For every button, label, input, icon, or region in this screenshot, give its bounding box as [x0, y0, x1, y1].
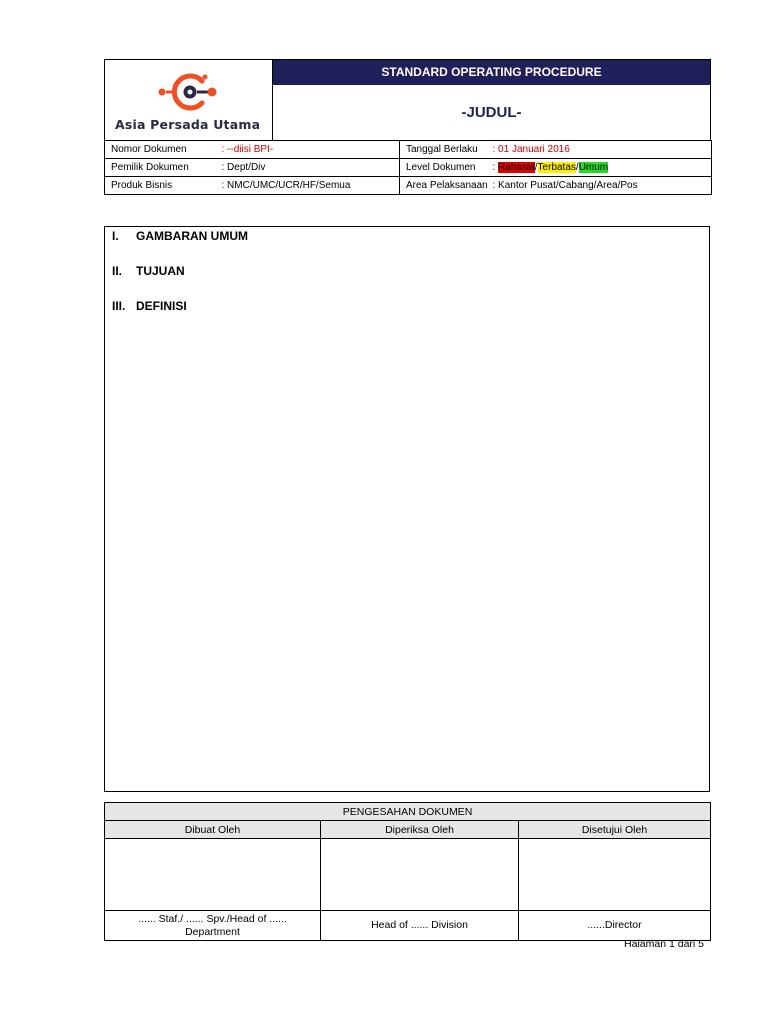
- level-separator: /: [534, 162, 538, 173]
- section-definisi: [112, 299, 187, 313]
- company-logo-icon: [105, 60, 273, 120]
- label-level-dokumen: Level Dokumen: [400, 159, 493, 177]
- section-gambaran-umum: [112, 229, 248, 243]
- level-prefix: :: [492, 162, 499, 173]
- column-disetujui-oleh: Disetujui Oleh: [519, 821, 711, 839]
- label-nomor-dokumen: Nomor Dokumen: [105, 141, 222, 159]
- approval-title: PENGESAHAN DOKUMEN: [105, 803, 711, 821]
- label-produk-bisnis: Produk Bisnis: [105, 177, 222, 195]
- value-tanggal-berlaku: : 01 Januari 2016: [493, 141, 712, 159]
- signature-box-dibuat: [105, 839, 321, 911]
- label-tanggal-berlaku: Tanggal Berlaku: [400, 141, 493, 159]
- page-number: Halaman 1 dari 5: [624, 938, 704, 950]
- sop-title-bar: STANDARD OPERATING PROCEDURE: [273, 60, 710, 85]
- value-area-pelaksanaan: : Kantor Pusat/Cabang/Area/Pos: [493, 177, 712, 195]
- document-header: [104, 59, 711, 141]
- document-body: [104, 226, 710, 792]
- role-diperiksa: Head of ...... Division: [321, 911, 519, 941]
- signature-box-disetujui: [519, 839, 711, 911]
- role-dibuat-line1: ...... Staf./ ...... Spv./Head of ......: [138, 912, 287, 925]
- level-umum-badge: Umum: [578, 162, 609, 173]
- value-nomor-dokumen: : --diisi BPI-: [222, 141, 400, 159]
- section-title: TUJUAN: [136, 264, 185, 278]
- level-rahasia-badge: Rahasia: [498, 162, 535, 173]
- value-pemilik-dokumen: : Dept/Div: [222, 159, 400, 177]
- section-tujuan: [112, 264, 185, 278]
- role-dibuat: [105, 911, 321, 941]
- label-pemilik-dokumen: Pemilik Dokumen: [105, 159, 222, 177]
- metadata-row: [105, 177, 712, 195]
- column-diperiksa-oleh: Diperiksa Oleh: [321, 821, 519, 839]
- role-disetujui: ......Director: [519, 911, 711, 941]
- company-logo-cell: [105, 60, 273, 140]
- document-metadata-table: [104, 140, 712, 195]
- section-number: III.: [112, 299, 126, 313]
- metadata-row: [105, 159, 712, 177]
- approval-table: [104, 802, 711, 941]
- section-title: DEFINISI: [136, 299, 187, 313]
- label-area-pelaksanaan: Area Pelaksanaan: [400, 177, 493, 195]
- level-terbatas-badge: Terbatas: [537, 162, 576, 173]
- section-number: I.: [112, 229, 119, 243]
- metadata-row: [105, 141, 712, 159]
- signature-box-diperiksa: [321, 839, 519, 911]
- role-dibuat-line2: Department: [185, 925, 240, 938]
- company-name: Asia Persada Utama: [115, 117, 261, 132]
- section-title: GAMBARAN UMUM: [136, 229, 248, 243]
- column-dibuat-oleh: Dibuat Oleh: [105, 821, 321, 839]
- level-separator: /: [575, 162, 579, 173]
- value-level-dokumen: [493, 159, 712, 177]
- document-title: -JUDUL-: [461, 104, 522, 121]
- value-produk-bisnis: : NMC/UMC/UCR/HF/Semua: [222, 177, 400, 195]
- section-number: II.: [112, 264, 123, 278]
